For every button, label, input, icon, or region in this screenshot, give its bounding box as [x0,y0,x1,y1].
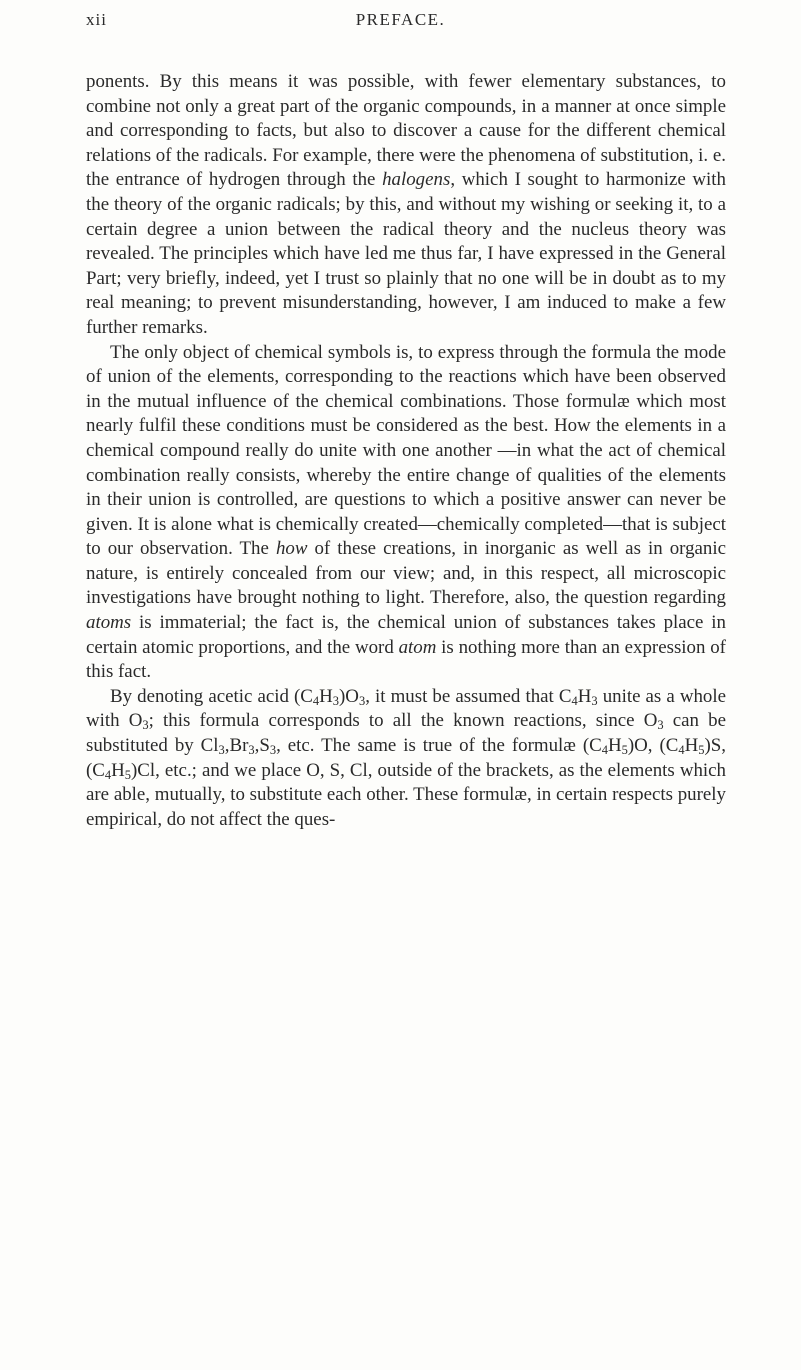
subscript: 4 [312,693,320,708]
subscript: 4 [104,767,112,782]
text-run: can be substituted by Cl [86,710,726,757]
subscript: 4 [601,743,608,758]
text-run: , etc. The same is true of the formulæ (C [276,735,602,757]
page-number: xii [86,10,107,29]
text-run: )O [339,685,359,707]
paragraph [86,685,726,833]
subscript: 5 [124,767,132,782]
text-run: By denoting acetic acid (C [110,685,313,707]
subscript: 3 [218,743,225,758]
text-run: ,Br [224,735,249,757]
text-run: is nothing more than an expression of this fact. [86,636,726,683]
running-title: PREFACE. [355,10,446,29]
subscript: 3 [332,693,340,708]
text-run: unite as a whole with O [86,685,727,732]
text-run: H [684,735,699,757]
subscript: 5 [698,743,705,758]
text-run: )O, (C [627,735,679,757]
italic-term: atom [398,636,437,658]
text-run: ; this formula corresponds to all the known reactions, since O [148,710,658,732]
body-text [86,70,726,832]
italic-term: atoms [86,612,132,634]
paragraph [86,341,726,685]
text-run: H [577,685,592,707]
text-run: The only object of chemical symbols is, to express through the formula the mode of union of the elements, corresponding to the reactions which have been observed in the mutual influence of the chemical combinations. Those formulæ which most nearly fulfil these conditions must be considered as the best. How the elements in a chemical compound really do unite with one another —in what the act of chemical combination really consists, whereby the entire change of qualities of the elements in their union is controlled, are questions to which a positive answer can never be given. It is alone what is chemically created—chemically completed—that is subject to our observation. The [86,341,726,560]
text-run: ,S [254,735,270,757]
text-run: H [111,759,125,781]
paragraph [86,70,726,341]
text-run: H [319,685,333,707]
text-run: )S, (C [86,735,727,781]
text-run: of these creations, in inorganic as well as in organic nature, is entirely concealed from our view; and, in this respect, all microscopic investigations have brought nothing to light. Therefore, also, the question regarding [86,538,726,609]
subscript: 3 [269,743,277,758]
text-run: )Cl, etc.; and we place O, S, Cl, outside of the brackets, as the elements which are able, mutually, to substitute each other. These formulæ, in certain respects purely empirical, do not affect the ques- [86,759,726,830]
subscript: 3 [591,693,598,708]
text-run: is immaterial; the fact is, the chemical union of substances takes place in certain atomic proportions, and the word [86,612,726,658]
subscript: 4 [678,743,685,758]
subscript: 5 [621,743,628,758]
text-run: ponents. By this means it was possible, with fewer elementary substances, to combine not only a great part of the organic compounds, in a manner at once simple and corresponding to facts, but also to discover a cause for the different chemical relations of the radicals. For example, there were the phenomena of substitution, i. e. the entrance of hydrogen through the [86,71,726,191]
subscript: 3 [358,693,366,708]
subscript: 4 [571,693,578,708]
subscript: 3 [142,718,149,733]
subscript: 3 [248,743,255,758]
subscript: 3 [657,718,664,733]
text-run: , which I sought to harmonize with the theory of the organic radicals; by this, and without my wishing or seeking it, to a certain degree a union between the radical theory and the nucleus theory was revealed. The principles which have led me thus far, I have expressed in the General Part; very briefly, indeed, yet I trust so plainly that no one will be in doubt as to my real meaning; to prevent misunderstanding, however, I am induced to make a few further remarks. [86,169,726,338]
running-header [0,8,801,38]
text-run: , it must be assumed that C [365,685,572,707]
italic-term: how [275,538,308,560]
text-run: H [607,735,622,757]
italic-term: halogens [382,169,451,191]
